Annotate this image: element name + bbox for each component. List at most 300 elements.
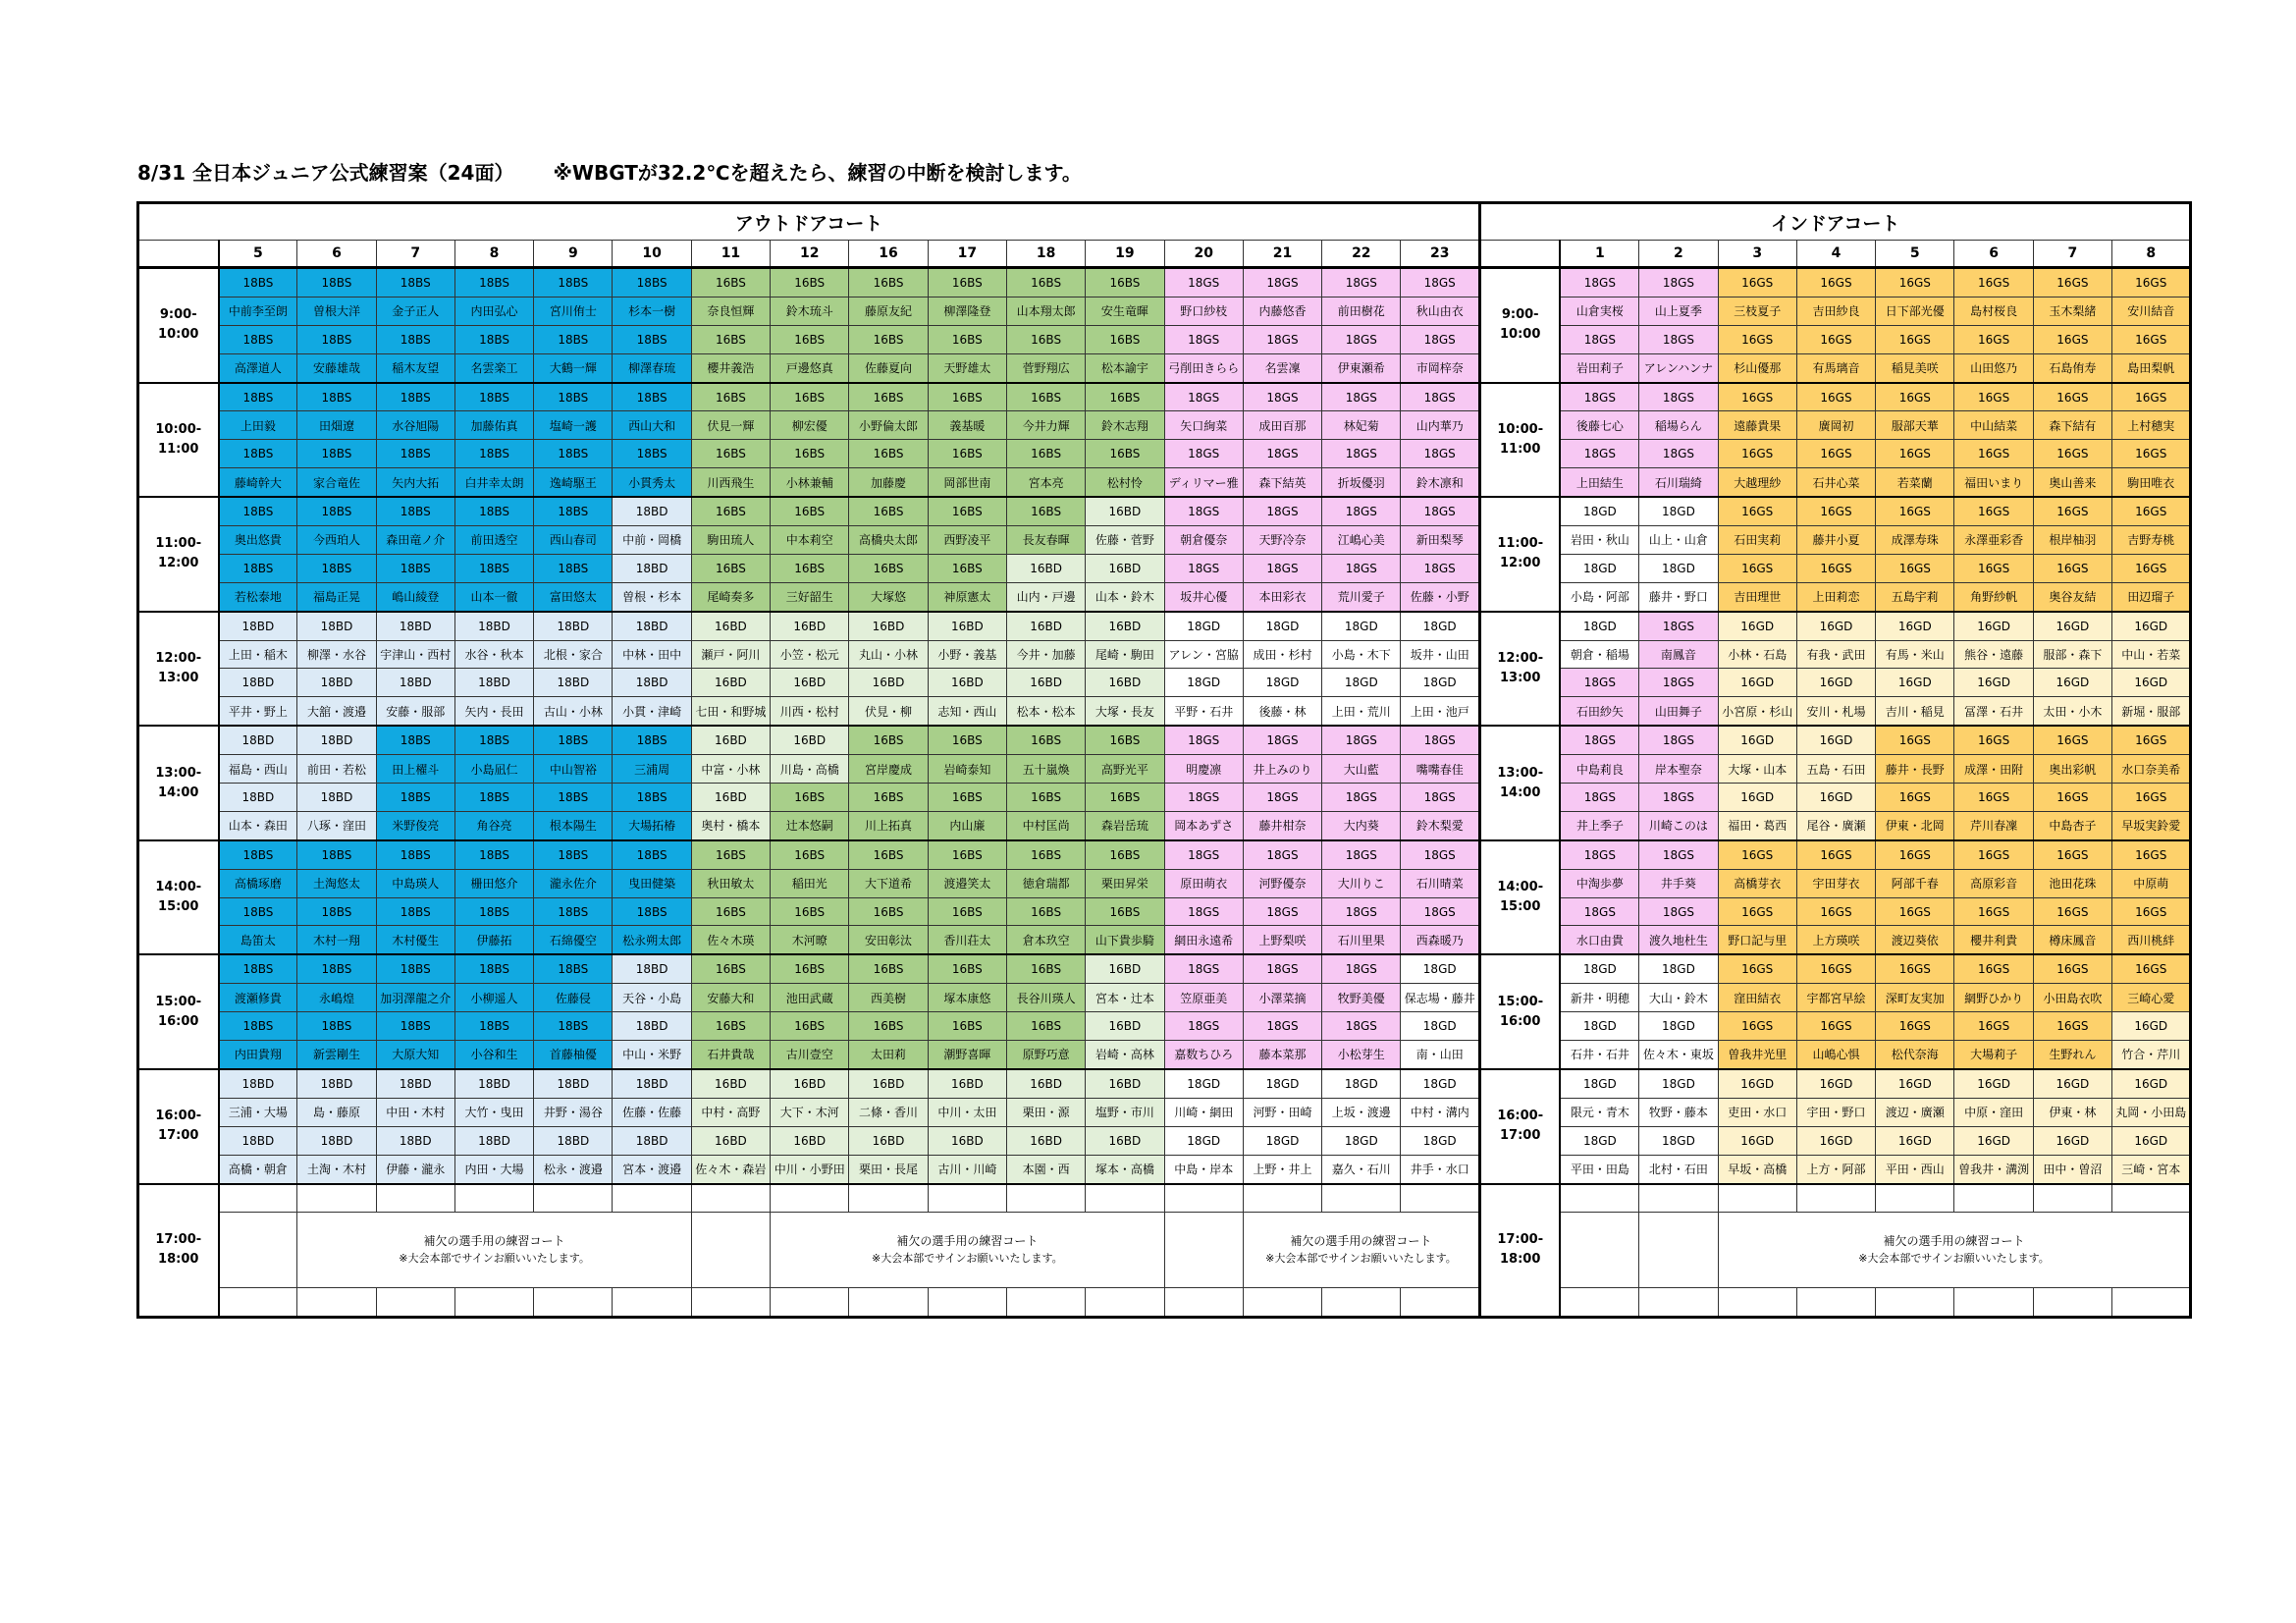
empty-cell	[1243, 1184, 1321, 1213]
player-cell: 櫻井利貴	[1954, 926, 2033, 954]
category-cell: 16GS	[2033, 497, 2111, 525]
player-cell: 渡邉笑太	[928, 869, 1006, 897]
category-cell: 18BS	[376, 554, 454, 582]
player-cell: 矢口絢菜	[1164, 411, 1243, 440]
empty-cell	[928, 1288, 1006, 1318]
player-cell: 森下結有	[2033, 411, 2111, 440]
category-cell: 18BS	[534, 954, 613, 983]
player-cell: 藤原友紀	[849, 297, 928, 325]
player-cell: 五島宇莉	[1876, 582, 1954, 611]
player-cell: 瀧永佐介	[534, 869, 613, 897]
slot-row	[138, 268, 2191, 298]
time-start: 10:00-	[1497, 421, 1544, 437]
category-cell: 18GS	[1243, 726, 1321, 754]
category-cell: 16GS	[1796, 383, 1875, 411]
player-cell: 有馬・米山	[1876, 640, 1954, 669]
player-cell: 曽根大洋	[297, 297, 376, 325]
time-slot-label	[138, 268, 219, 383]
player-cell: 駒田唯衣	[2112, 468, 2191, 497]
category-cell: 16BS	[771, 897, 849, 926]
category-cell: 16GS	[1796, 1012, 1875, 1041]
player-cell: 中山結菜	[1954, 411, 2033, 440]
player-cell: 杉本一樹	[613, 297, 691, 325]
category-cell: 18GS	[1401, 497, 1480, 525]
player-cell: 伊東・北岡	[1876, 811, 1954, 839]
player-cell: 安藤・服部	[376, 697, 454, 726]
category-cell: 18BD	[297, 726, 376, 754]
player-cell: 中村匡尚	[1006, 811, 1085, 839]
player-cell: 加藤佑真	[454, 411, 533, 440]
slot-row	[138, 926, 2191, 954]
category-cell: 18GS	[1639, 612, 1718, 640]
player-cell: 限元・青木	[1560, 1098, 1638, 1126]
player-cell: 牧野・藤本	[1639, 1098, 1718, 1126]
reserve-court-instruction: ※大会本部でサインお願いいたします。	[1858, 1252, 2050, 1266]
player-cell: 後藤七心	[1560, 411, 1638, 440]
slot-row	[138, 784, 2191, 812]
category-cell: 16GD	[2112, 1012, 2191, 1041]
category-cell: 18BS	[613, 440, 691, 468]
player-cell: 栗田・源	[1006, 1098, 1085, 1126]
player-cell: 保志場・藤井	[1401, 984, 1480, 1012]
player-cell: 北村・石田	[1639, 1155, 1718, 1183]
player-cell: 福田いまり	[1954, 468, 2033, 497]
category-cell: 18GD	[1639, 1069, 1718, 1098]
category-cell: 18GD	[1639, 1012, 1718, 1041]
player-cell: 金子正人	[376, 297, 454, 325]
player-cell: 七田・和野城	[691, 697, 770, 726]
player-cell: 小島・木下	[1322, 640, 1401, 669]
category-cell: 18BD	[613, 1012, 691, 1041]
category-cell: 18BS	[376, 383, 454, 411]
category-cell: 18BS	[534, 840, 613, 869]
category-cell: 18BS	[219, 383, 297, 411]
player-cell: 志知・西山	[928, 697, 1006, 726]
category-cell: 16GD	[2033, 1069, 2111, 1098]
category-cell: 18BS	[297, 440, 376, 468]
player-cell: 小貫秀太	[613, 468, 691, 497]
player-cell: 上田・池戸	[1401, 697, 1480, 726]
player-cell: 吉川・稲見	[1876, 697, 1954, 726]
category-cell: 18GS	[1322, 840, 1401, 869]
category-cell: 16BS	[691, 497, 770, 525]
category-cell: 16GS	[1876, 497, 1954, 525]
category-cell: 18BS	[454, 954, 533, 983]
category-cell: 18BS	[376, 726, 454, 754]
category-cell: 16BS	[771, 784, 849, 812]
category-cell: 18GD	[1639, 954, 1718, 983]
category-cell: 18GS	[1401, 440, 1480, 468]
player-cell: 加藤慶	[849, 468, 928, 497]
category-cell: 16GS	[2112, 840, 2191, 869]
category-cell: 18GS	[1322, 554, 1401, 582]
time-slot-label	[138, 612, 219, 727]
time-slot-label	[138, 1069, 219, 1184]
category-cell: 16GS	[1718, 383, 1796, 411]
player-cell: 大鶴一輝	[534, 353, 613, 382]
category-cell: 18BS	[219, 497, 297, 525]
category-cell: 18BS	[454, 497, 533, 525]
category-cell: 16BS	[1006, 954, 1085, 983]
slot-row	[138, 669, 2191, 697]
time-slot-label	[138, 726, 219, 840]
category-cell: 16BS	[1006, 325, 1085, 353]
player-cell: 大山藍	[1322, 755, 1401, 784]
player-cell: 市岡梓奈	[1401, 353, 1480, 382]
category-cell: 18BS	[297, 554, 376, 582]
category-cell: 18BS	[613, 268, 691, 298]
category-cell: 16GD	[2112, 1126, 2191, 1155]
category-cell: 18GS	[1560, 325, 1638, 353]
player-cell: 上田結生	[1560, 468, 1638, 497]
time-end: 15:00	[1500, 899, 1541, 915]
category-cell: 16GD	[1796, 669, 1875, 697]
category-cell: 16GS	[1796, 554, 1875, 582]
empty-cell	[2112, 1184, 2191, 1213]
player-cell: 上坂・渡邊	[1322, 1098, 1401, 1126]
category-cell: 16GS	[1876, 897, 1954, 926]
player-cell: 川崎・網田	[1164, 1098, 1243, 1126]
category-cell: 16BS	[1006, 726, 1085, 754]
empty-cell	[454, 1184, 533, 1213]
supplement-row	[138, 1288, 2191, 1318]
category-cell: 18GS	[1401, 897, 1480, 926]
court-number: 19	[1086, 241, 1164, 268]
empty-cell	[534, 1288, 613, 1318]
category-cell: 18GD	[1322, 612, 1401, 640]
player-cell: 伏見・柳	[849, 697, 928, 726]
slot-row	[138, 526, 2191, 555]
player-cell: 森田竜ノ介	[376, 526, 454, 555]
category-cell: 16GS	[1954, 440, 2033, 468]
empty-cell	[1560, 1184, 1638, 1213]
category-cell: 16BS	[771, 268, 849, 298]
player-cell: 永嶋煌	[297, 984, 376, 1012]
category-cell: 18BS	[219, 897, 297, 926]
category-cell: 16BD	[691, 669, 770, 697]
player-cell: 川崎このは	[1639, 811, 1718, 839]
player-cell: 田畑遼	[297, 411, 376, 440]
player-cell: 渡瀬修貴	[219, 984, 297, 1012]
time-slot-label	[1479, 840, 1560, 955]
reserve-court-note	[1718, 1213, 2191, 1288]
player-cell: 藤崎幹大	[219, 468, 297, 497]
court-number: 6	[297, 241, 376, 268]
empty-cell	[1560, 1213, 1638, 1288]
player-cell: 中本莉空	[771, 526, 849, 555]
empty-cell	[1954, 1184, 2033, 1213]
category-cell: 18BS	[613, 784, 691, 812]
category-cell: 18GS	[1560, 726, 1638, 754]
category-cell: 18GS	[1164, 784, 1243, 812]
player-cell: 曳田健築	[613, 869, 691, 897]
player-cell: 遠藤貴果	[1718, 411, 1796, 440]
category-cell: 16BD	[771, 1069, 849, 1098]
category-cell: 16GS	[1718, 440, 1796, 468]
category-cell: 18BD	[219, 612, 297, 640]
player-cell: 平井・野上	[219, 697, 297, 726]
court-number: 11	[691, 241, 770, 268]
player-cell: 高橋琢磨	[219, 869, 297, 897]
slot-row	[138, 383, 2191, 411]
player-cell: 井上みのり	[1243, 755, 1321, 784]
category-cell: 16BS	[691, 268, 770, 298]
category-cell: 18GS	[1164, 1012, 1243, 1041]
empty-cell	[1401, 1184, 1480, 1213]
player-cell: 小澤菜摘	[1243, 984, 1321, 1012]
category-cell: 16GS	[1954, 268, 2033, 298]
category-cell: 18BS	[613, 325, 691, 353]
category-cell: 16BD	[1086, 1069, 1164, 1098]
category-cell: 16BD	[771, 1126, 849, 1155]
player-cell: 原野巧意	[1006, 1041, 1085, 1069]
category-cell: 16BS	[1086, 268, 1164, 298]
player-cell: 石川瑞綺	[1639, 468, 1718, 497]
time-slot-label	[1479, 1069, 1560, 1184]
category-cell: 16GD	[1718, 669, 1796, 697]
category-cell: 18BD	[297, 784, 376, 812]
player-cell: 野口記与里	[1718, 926, 1796, 954]
court-number: 7	[2033, 241, 2111, 268]
player-cell: 曽根・杉本	[613, 582, 691, 611]
player-cell: 河野優奈	[1243, 869, 1321, 897]
category-cell: 16GD	[1718, 1126, 1796, 1155]
category-cell: 18GS	[1401, 554, 1480, 582]
category-cell: 16GD	[2112, 612, 2191, 640]
category-cell: 16BS	[771, 383, 849, 411]
category-cell: 16BD	[1086, 497, 1164, 525]
category-cell: 18GS	[1560, 784, 1638, 812]
player-cell: 高橋・朝倉	[219, 1155, 297, 1183]
player-cell: 安藤大和	[691, 984, 770, 1012]
category-cell: 18GD	[1560, 954, 1638, 983]
category-cell: 16BD	[1086, 554, 1164, 582]
player-cell: 森下結英	[1243, 468, 1321, 497]
category-cell: 18BS	[534, 726, 613, 754]
player-cell: 嘉久・石川	[1322, 1155, 1401, 1183]
category-cell: 16BS	[691, 840, 770, 869]
category-cell: 18BS	[613, 840, 691, 869]
player-cell: 山本・森田	[219, 811, 297, 839]
category-cell: 18BS	[297, 497, 376, 525]
player-cell: 大山・鈴木	[1639, 984, 1718, 1012]
player-cell: 矢内大拓	[376, 468, 454, 497]
player-cell: 上野梨咲	[1243, 926, 1321, 954]
player-cell: 上方・阿部	[1796, 1155, 1875, 1183]
category-cell: 18GS	[1164, 325, 1243, 353]
player-cell: 高澤道人	[219, 353, 297, 382]
player-cell: 嘴嘴春佳	[1401, 755, 1480, 784]
time-end: 16:00	[1500, 1013, 1541, 1029]
empty-cell	[613, 1288, 691, 1318]
category-cell: 18GD	[1401, 669, 1480, 697]
player-cell: 西森暖乃	[1401, 926, 1480, 954]
player-cell: 徳倉瑞都	[1006, 869, 1085, 897]
player-cell: 瀬戸・阿川	[691, 640, 770, 669]
player-cell: 平田・田島	[1560, 1155, 1638, 1183]
category-cell: 18GD	[1639, 554, 1718, 582]
player-cell: 山内・戸邊	[1006, 582, 1085, 611]
player-cell: 渡久地杜生	[1639, 926, 1718, 954]
empty-cell	[613, 1184, 691, 1213]
player-cell: 佐藤・菅野	[1086, 526, 1164, 555]
player-cell: 水谷・秋本	[454, 640, 533, 669]
player-cell: ディリマー雅	[1164, 468, 1243, 497]
empty-cell	[376, 1184, 454, 1213]
player-cell: 中山智裕	[534, 755, 613, 784]
player-cell: 八琢・窪田	[297, 811, 376, 839]
player-cell: 大塚悠	[849, 582, 928, 611]
category-cell: 16BS	[1086, 440, 1164, 468]
player-cell: 鈴木梨愛	[1401, 811, 1480, 839]
category-cell: 18BD	[297, 669, 376, 697]
reserve-court-note	[771, 1213, 1164, 1288]
player-cell: 成田・杉村	[1243, 640, 1321, 669]
court-number-row	[138, 241, 2191, 268]
category-cell: 18GS	[1164, 440, 1243, 468]
player-cell: 成田百那	[1243, 411, 1321, 440]
category-cell: 18GS	[1243, 268, 1321, 298]
category-cell: 18GS	[1401, 784, 1480, 812]
category-cell: 18BS	[297, 383, 376, 411]
category-cell: 18GD	[1164, 612, 1243, 640]
player-cell: 丸岡・小田島	[2112, 1098, 2191, 1126]
player-cell: 奥村・橋本	[691, 811, 770, 839]
category-cell: 18BD	[454, 1126, 533, 1155]
category-cell: 16GS	[1718, 840, 1796, 869]
empty-cell	[2033, 1288, 2111, 1318]
empty-cell	[1243, 1288, 1321, 1318]
category-cell: 16BS	[849, 897, 928, 926]
category-cell: 16BS	[928, 897, 1006, 926]
player-cell: 伊藤拓	[454, 926, 533, 954]
court-number: 7	[376, 241, 454, 268]
category-cell: 16BD	[849, 1126, 928, 1155]
reserve-court-instruction: ※大会本部でサインお願いいたします。	[1265, 1252, 1457, 1266]
player-cell: 中島莉良	[1560, 755, 1638, 784]
player-cell: 中川・小野田	[771, 1155, 849, 1183]
category-cell: 16GD	[1954, 669, 2033, 697]
player-cell: 松本諭宇	[1086, 353, 1164, 382]
player-cell: 山嶋心惧	[1796, 1041, 1875, 1069]
category-cell: 16BS	[691, 897, 770, 926]
player-cell: 平田・西山	[1876, 1155, 1954, 1183]
category-cell: 16BD	[1086, 1126, 1164, 1155]
category-cell: 16GS	[2112, 268, 2191, 298]
court-number: 17	[928, 241, 1006, 268]
category-cell: 16BS	[1086, 897, 1164, 926]
category-cell: 16BS	[928, 954, 1006, 983]
category-cell: 18GS	[1639, 440, 1718, 468]
category-cell: 18BS	[219, 440, 297, 468]
category-cell: 18GS	[1560, 669, 1638, 697]
slot-row	[138, 1012, 2191, 1041]
player-cell: 三崎心愛	[2112, 984, 2191, 1012]
time-end: 18:00	[1500, 1252, 1541, 1268]
category-cell: 16GS	[1876, 440, 1954, 468]
player-cell: 三好韶生	[771, 582, 849, 611]
category-cell: 16GD	[1718, 1069, 1796, 1098]
player-cell: 渡辺葵依	[1876, 926, 1954, 954]
category-cell: 16BS	[849, 440, 928, 468]
reserve-court-instruction: ※大会本部でサインお願いいたします。	[399, 1252, 590, 1266]
category-cell: 18GS	[1560, 840, 1638, 869]
category-cell: 18GS	[1164, 726, 1243, 754]
player-cell: 島村桜良	[1954, 297, 2033, 325]
category-cell: 16BS	[1086, 784, 1164, 812]
category-cell: 16GS	[2112, 554, 2191, 582]
player-cell: 神原憲太	[928, 582, 1006, 611]
category-cell: 18BS	[454, 726, 533, 754]
category-cell: 18BS	[219, 840, 297, 869]
player-cell: 曽我井・溝渕	[1954, 1155, 2033, 1183]
category-cell: 16BD	[928, 669, 1006, 697]
category-cell: 18BS	[297, 268, 376, 298]
category-cell: 16GS	[2033, 268, 2111, 298]
player-cell: 森岩岳琉	[1086, 811, 1164, 839]
empty-cell	[454, 1288, 533, 1318]
time-slot-label	[1479, 1184, 1560, 1318]
player-cell: 島・藤原	[297, 1098, 376, 1126]
category-cell: 16BS	[849, 726, 928, 754]
player-cell: 内田弘心	[454, 297, 533, 325]
category-cell: 16GS	[1718, 268, 1796, 298]
category-cell: 18BS	[219, 954, 297, 983]
category-cell: 16BS	[1086, 840, 1164, 869]
player-cell: 石井心菜	[1796, 468, 1875, 497]
time-start: 11:00-	[1497, 536, 1544, 552]
slot-row	[138, 897, 2191, 926]
player-cell: 山本・鈴木	[1086, 582, 1164, 611]
player-cell: 中林・田中	[613, 640, 691, 669]
category-cell: 18BD	[454, 669, 533, 697]
player-cell: 山下貴歩騎	[1086, 926, 1164, 954]
player-cell: 太田・小木	[2033, 697, 2111, 726]
player-cell: 佐藤・佐藤	[613, 1098, 691, 1126]
category-cell: 16GS	[1954, 554, 2033, 582]
category-cell: 18GS	[1164, 954, 1243, 983]
empty-cell	[1006, 1184, 1085, 1213]
category-cell: 18GS	[1243, 497, 1321, 525]
category-cell: 18GS	[1639, 840, 1718, 869]
player-cell: 五十嵐煥	[1006, 755, 1085, 784]
player-cell: 松永朔太郎	[613, 926, 691, 954]
player-cell: 岩田・秋山	[1560, 526, 1638, 555]
player-cell: 江嶋心美	[1322, 526, 1401, 555]
category-cell: 16BD	[691, 1126, 770, 1155]
player-cell: 上村穂実	[2112, 411, 2191, 440]
category-cell: 16GD	[1796, 726, 1875, 754]
player-cell: 岩田莉子	[1560, 353, 1638, 382]
player-cell: 山本一徹	[454, 582, 533, 611]
player-cell: 北根・家合	[534, 640, 613, 669]
category-cell: 18GD	[1560, 1012, 1638, 1041]
empty-cell	[1954, 1288, 2033, 1318]
category-cell: 18GD	[1243, 1126, 1321, 1155]
category-cell: 18GS	[1243, 954, 1321, 983]
player-cell: 香川荘太	[928, 926, 1006, 954]
category-cell: 16GS	[2112, 726, 2191, 754]
category-cell: 16GS	[1954, 325, 2033, 353]
category-cell: 16BD	[1006, 612, 1085, 640]
category-cell: 16GD	[1876, 669, 1954, 697]
category-cell: 16BS	[849, 325, 928, 353]
category-cell: 18BS	[534, 1012, 613, 1041]
category-cell: 16GS	[1876, 1012, 1954, 1041]
category-cell: 18GS	[1164, 497, 1243, 525]
empty-cell	[1639, 1184, 1718, 1213]
player-cell: 芹川春凜	[1954, 811, 2033, 839]
